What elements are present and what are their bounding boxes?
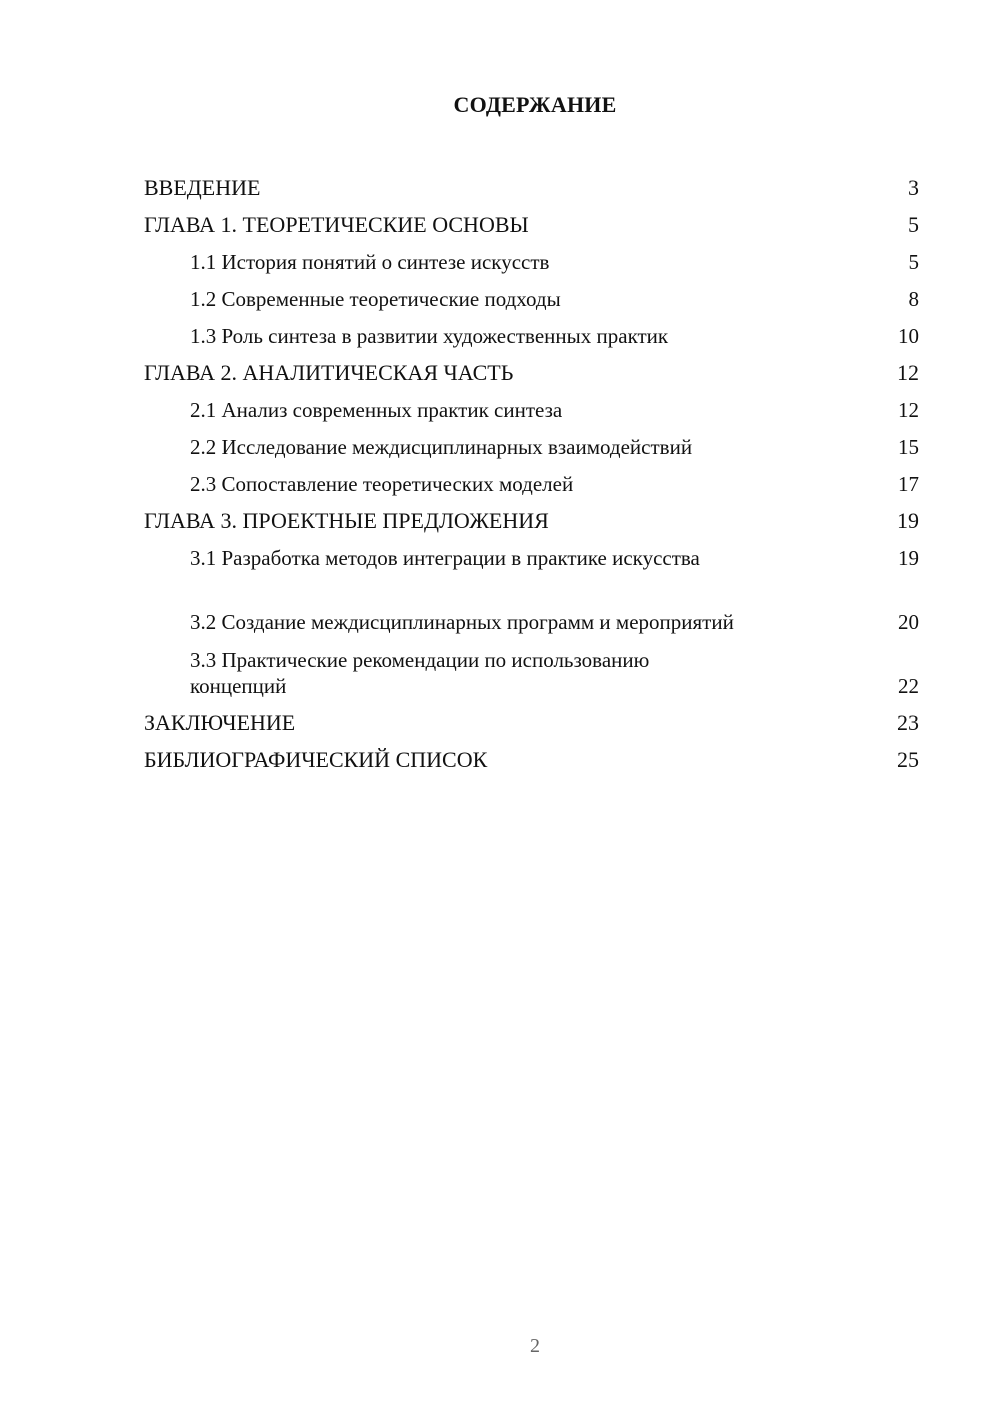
- toc-entry-title: 3.3 Практические рекомендации по использованию концепций: [190, 648, 650, 698]
- toc-entry-page: 3: [908, 175, 919, 200]
- toc-entry-section-1-2[interactable]: [144, 279, 919, 316]
- toc-entry-page: 12: [898, 398, 919, 422]
- toc-entry-page: 17: [898, 472, 919, 496]
- toc-entry-page: 5: [908, 250, 919, 274]
- toc-entry-chapter-1[interactable]: [144, 205, 919, 242]
- toc-entry-chapter-3[interactable]: [144, 501, 919, 538]
- toc-entry-title: 3.2 Создание междисциплинарных программ и мероприятий: [190, 610, 734, 634]
- toc-entry-title: 3.1 Разработка методов интеграции в практике искусства: [190, 546, 700, 570]
- toc-entry-title: БИБЛИОГРАФИЧЕСКИЙ СПИСОК: [144, 747, 488, 772]
- toc-entry-title: ГЛАВА 2. АНАЛИТИЧЕСКАЯ ЧАСТЬ: [144, 360, 514, 385]
- page-title: СОДЕРЖАНИЕ: [453, 92, 617, 117]
- toc-entry-section-1-3[interactable]: [144, 316, 919, 353]
- toc-entry-title: ГЛАВА 1. ТЕОРЕТИЧЕСКИЕ ОСНОВЫ: [144, 212, 529, 237]
- toc-entry-page: 5: [908, 212, 919, 237]
- toc-entry-page: 12: [897, 360, 919, 385]
- toc-entry-title: ВВЕДЕНИЕ: [144, 175, 261, 200]
- toc-entry-page: 20: [898, 610, 919, 634]
- page-number: 2: [530, 1335, 540, 1357]
- toc-entry-title: 2.2 Исследование междисциплинарных взаимодействий: [190, 435, 693, 459]
- toc-entry-section-2-2[interactable]: [144, 427, 919, 464]
- toc-entry-title: 1.3 Роль синтеза в развитии художественных практик: [190, 324, 669, 348]
- toc-entry-section-3-3[interactable]: [144, 639, 919, 703]
- toc-entry-section-1-1[interactable]: [144, 242, 919, 279]
- toc-entry-page: 23: [897, 710, 919, 735]
- toc-entry-page: 19: [897, 508, 919, 533]
- toc-entry-title: 2.3 Сопоставление теоретических моделей: [190, 472, 574, 496]
- toc-entry-bibliography[interactable]: [144, 740, 919, 777]
- toc-entry-page: 15: [898, 435, 919, 459]
- toc-entry-title: 1.1 История понятий о синтезе искусств: [190, 250, 550, 274]
- toc-entry-chapter-2[interactable]: [144, 353, 919, 390]
- toc-entry-title: ЗАКЛЮЧЕНИЕ: [144, 710, 296, 735]
- toc-entry-page: 22: [898, 674, 919, 698]
- toc-entry-page: 10: [898, 324, 919, 348]
- toc-entry-title: 1.2 Современные теоретические подходы: [190, 287, 561, 311]
- toc-entry-page: 19: [898, 546, 919, 570]
- toc-entry-page: 8: [908, 287, 919, 311]
- toc-entry-section-2-1[interactable]: [144, 390, 919, 427]
- toc-entry-section-2-3[interactable]: [144, 464, 919, 501]
- table-of-contents: [144, 168, 919, 777]
- toc-entry-introduction[interactable]: [144, 168, 919, 205]
- toc-entry-page: 25: [897, 747, 919, 772]
- toc-entry-conclusion[interactable]: [144, 703, 919, 740]
- toc-entry-section-3-1[interactable]: [144, 538, 919, 575]
- toc-entry-section-3-2[interactable]: [144, 575, 919, 639]
- toc-entry-title: ГЛАВА 3. ПРОЕКТНЫЕ ПРЕДЛОЖЕНИЯ: [144, 508, 549, 533]
- toc-entry-title: 2.1 Анализ современных практик синтеза: [190, 398, 563, 422]
